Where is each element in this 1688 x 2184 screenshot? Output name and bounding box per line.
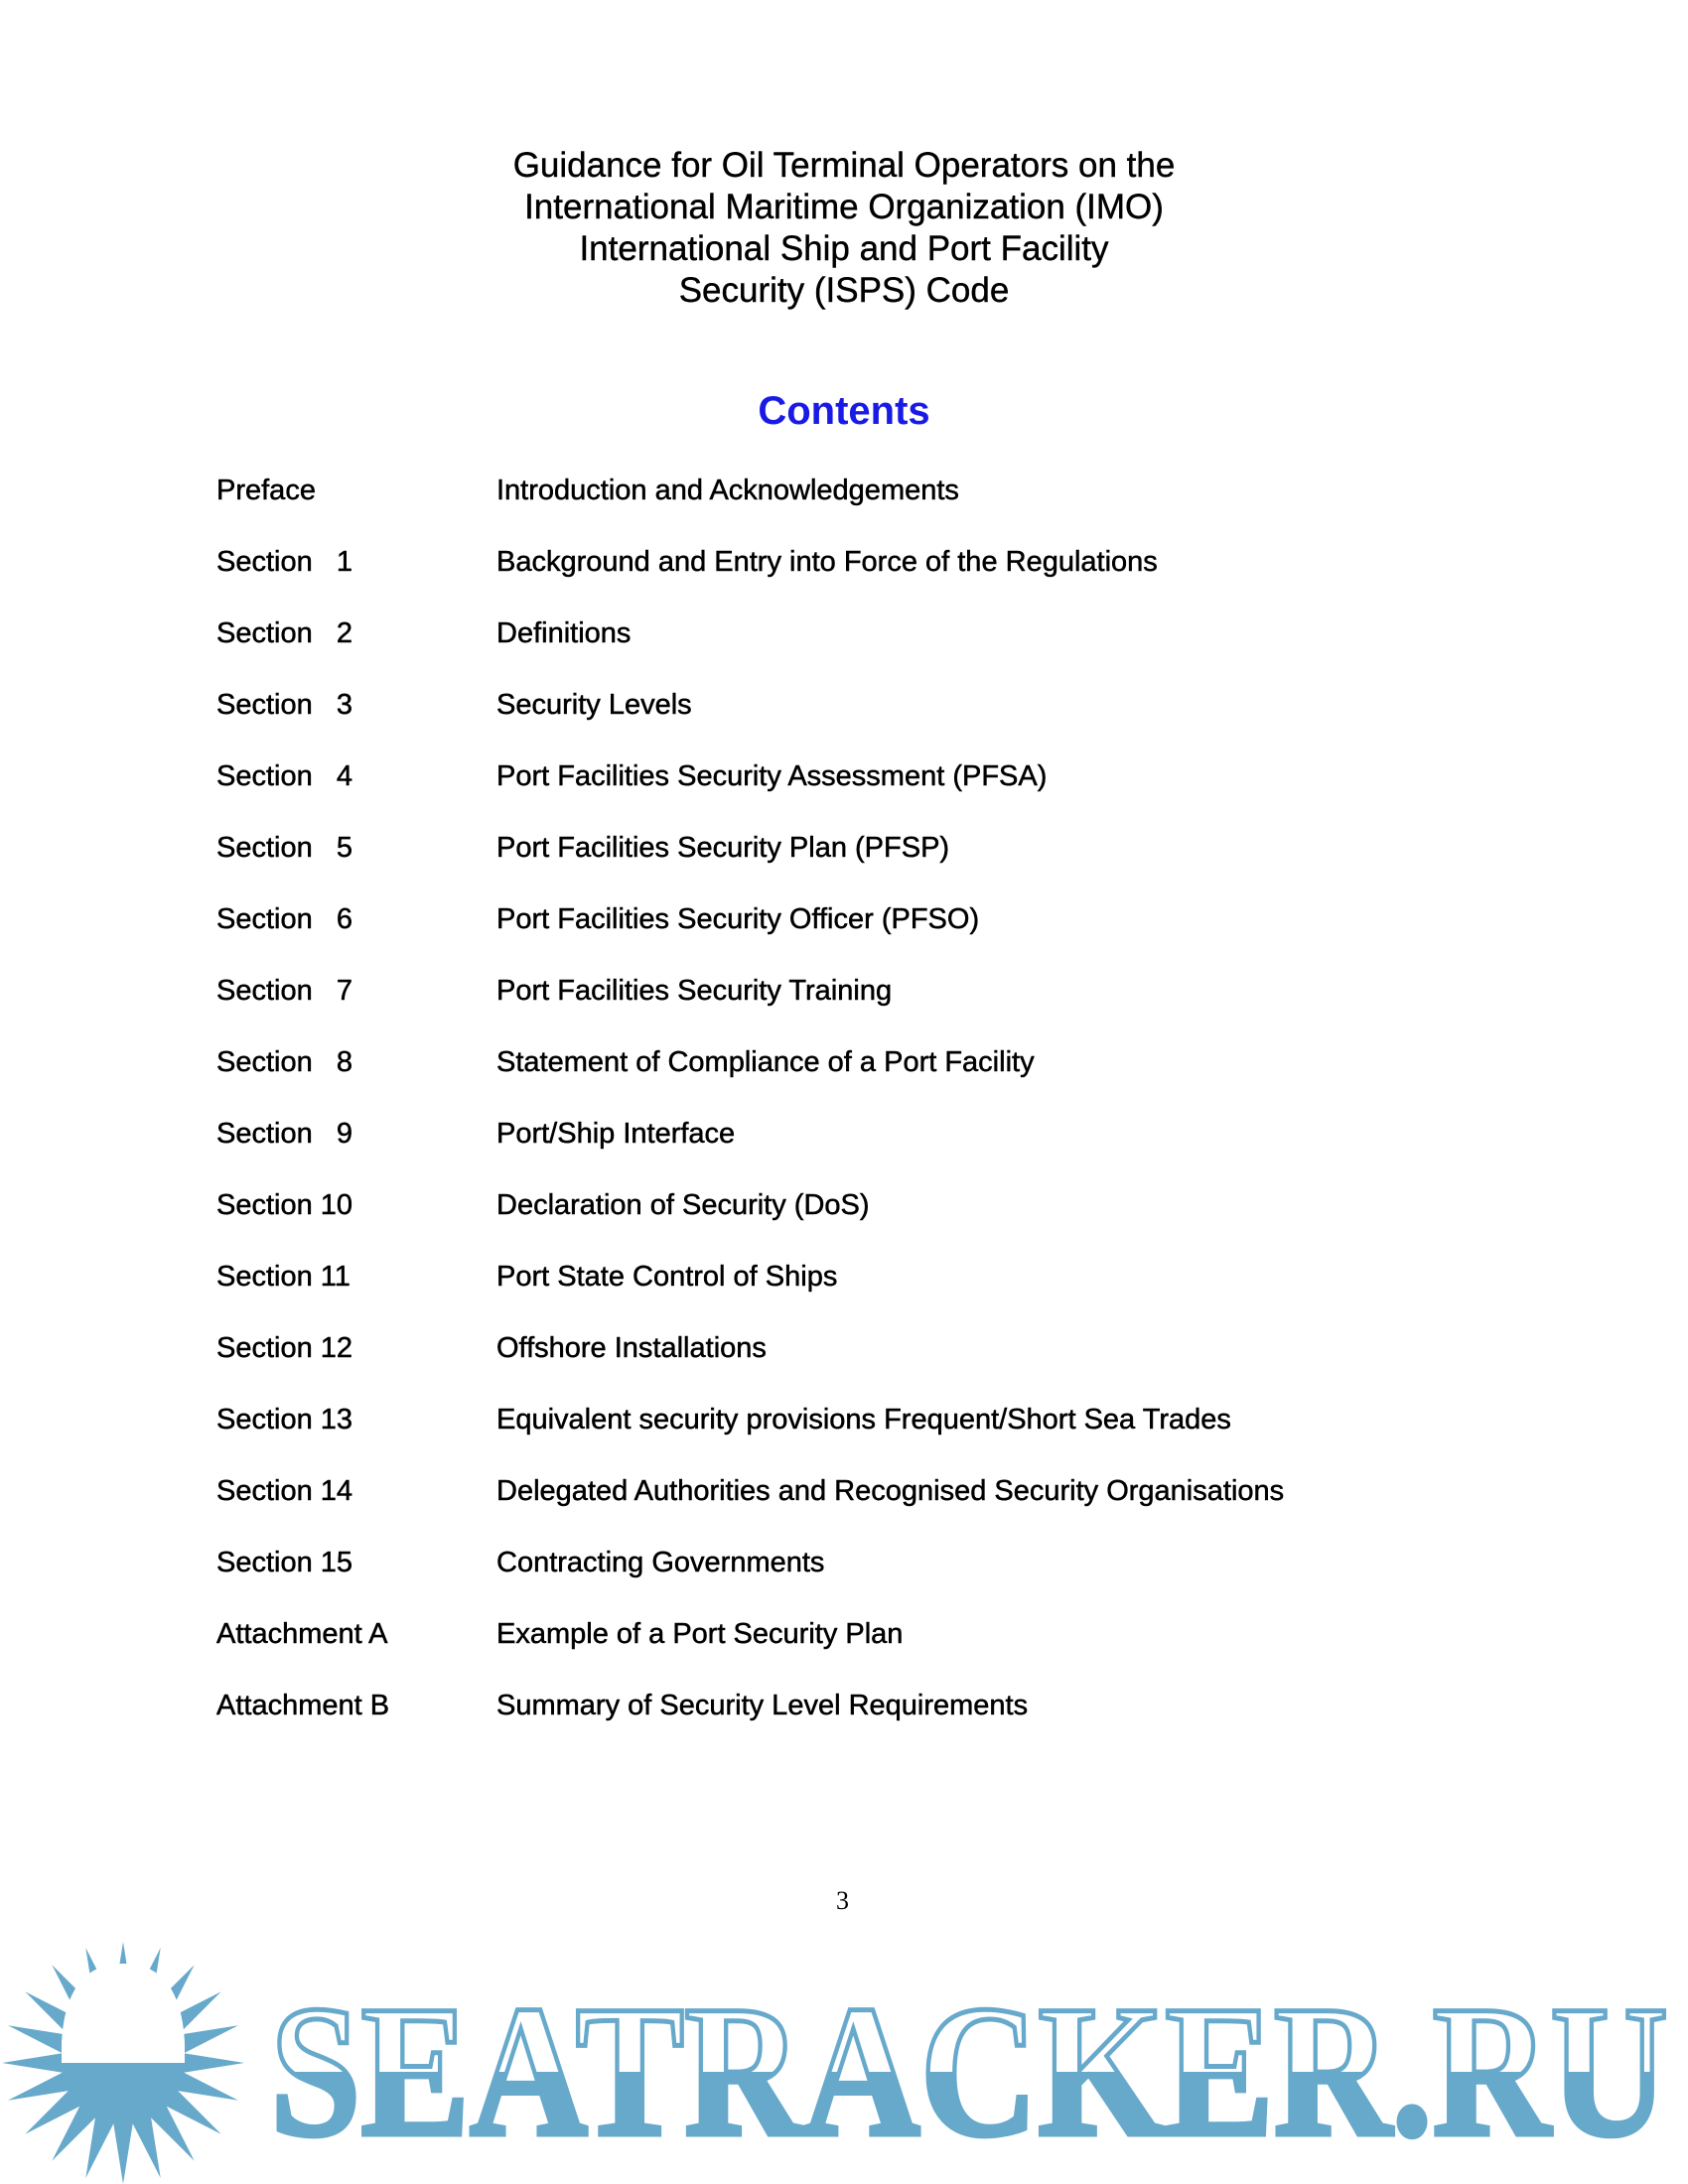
toc-entry-label: Section 2 xyxy=(216,617,353,649)
toc-entry-label: Section 6 xyxy=(216,903,353,935)
toc-entry xyxy=(216,1547,1507,1618)
toc-entry xyxy=(216,975,1507,1046)
toc-entry xyxy=(216,1404,1507,1475)
toc-entry xyxy=(216,546,1507,617)
toc-entry xyxy=(216,1189,1507,1261)
contents-heading: Contents xyxy=(758,389,930,433)
toc-entry xyxy=(216,832,1507,903)
toc-entry-label: Section 5 xyxy=(216,832,353,864)
toc-entry-title: Example of a Port Security Plan xyxy=(496,1618,904,1650)
toc-entry-label: Section 15 xyxy=(216,1547,353,1578)
toc-entry xyxy=(216,760,1507,832)
toc-entry-label: Section 14 xyxy=(216,1475,353,1507)
toc-entry-title: Definitions xyxy=(496,617,632,649)
toc-entry-title: Port Facilities Security Assessment (PFSA) xyxy=(496,760,1048,792)
toc-entry-title: Background and Entry into Force of the Regulations xyxy=(496,546,1158,578)
toc-entry-title: Statement of Compliance of a Port Facility xyxy=(496,1046,1035,1078)
toc-entry xyxy=(216,475,1507,546)
toc-entry-label: Section 12 xyxy=(216,1332,353,1364)
table-of-contents xyxy=(216,475,1507,1761)
toc-entry-title: Summary of Security Level Requirements xyxy=(496,1690,1029,1721)
toc-entry-title: Introduction and Acknowledgements xyxy=(496,475,959,506)
toc-entry xyxy=(216,689,1507,760)
toc-entry-label: Attachment A xyxy=(216,1618,388,1650)
toc-entry xyxy=(216,617,1507,689)
toc-entry xyxy=(216,1046,1507,1118)
toc-entry-label: Section 3 xyxy=(216,689,353,721)
toc-entry-label: Attachment B xyxy=(216,1690,390,1721)
toc-entry-title: Equivalent security provisions Frequent/Short Sea Trades xyxy=(496,1404,1231,1435)
toc-entry-label: Section 7 xyxy=(216,975,353,1007)
toc-entry-title: Port Facilities Security Training xyxy=(496,975,893,1007)
toc-entry-title: Contracting Governments xyxy=(496,1547,825,1578)
toc-entry-title: Port State Control of Ships xyxy=(496,1261,838,1293)
toc-entry-label: Section 1 xyxy=(216,546,353,578)
seatracker-watermark-logo xyxy=(0,1936,1688,2184)
title-line: International Maritime Organization (IMO) xyxy=(524,188,1164,226)
toc-entry-label: Section 10 xyxy=(216,1189,353,1221)
toc-entry xyxy=(216,1118,1507,1189)
toc-entry-label: Preface xyxy=(216,475,316,506)
toc-entry-title: Offshore Installations xyxy=(496,1332,767,1364)
toc-entry-label: Section 11 xyxy=(216,1261,351,1293)
toc-entry-title: Port Facilities Security Officer (PFSO) xyxy=(496,903,980,935)
toc-entry xyxy=(216,1475,1507,1547)
toc-entry xyxy=(216,1690,1507,1761)
toc-entry-title: Declaration of Security (DoS) xyxy=(496,1189,870,1221)
toc-entry-title: Security Levels xyxy=(496,689,692,721)
toc-entry xyxy=(216,1618,1507,1690)
title-line: Security (ISPS) Code xyxy=(678,271,1010,310)
watermark-text: SEATRACKER.RU xyxy=(270,1968,1668,2176)
sun-icon xyxy=(2,1942,244,2184)
title-line: International Ship and Port Facility xyxy=(579,229,1109,268)
toc-entry xyxy=(216,1332,1507,1404)
toc-entry-label: Section 9 xyxy=(216,1118,353,1150)
toc-entry-label: Section 13 xyxy=(216,1404,353,1435)
toc-entry xyxy=(216,903,1507,975)
toc-entry xyxy=(216,1261,1507,1332)
title-line: Guidance for Oil Terminal Operators on the xyxy=(512,146,1176,185)
toc-entry-title: Port/Ship Interface xyxy=(496,1118,736,1150)
page-number: 3 xyxy=(836,1886,849,1915)
toc-entry-label: Section 8 xyxy=(216,1046,353,1078)
document-title xyxy=(0,145,1688,312)
toc-entry-title: Delegated Authorities and Recognised Security Organisations xyxy=(496,1475,1285,1507)
toc-entry-title: Port Facilities Security Plan (PFSP) xyxy=(496,832,950,864)
toc-entry-label: Section 4 xyxy=(216,760,353,792)
